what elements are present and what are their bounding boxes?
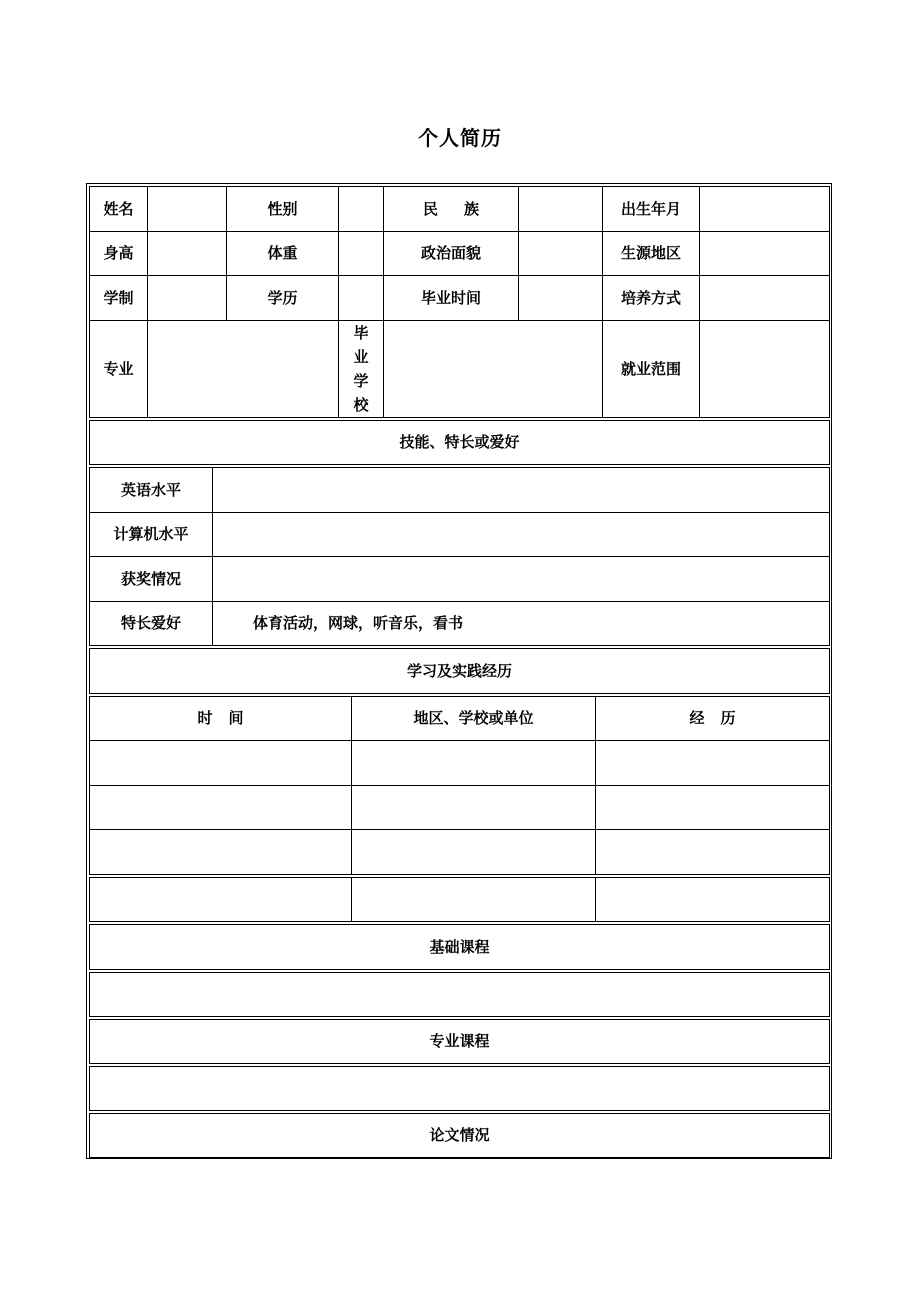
height-label (89, 231, 148, 276)
hobbies-value[interactable] (212, 601, 830, 646)
education-label (226, 275, 339, 321)
skills-section-title-text: 技能、特长或爱好 (399, 433, 520, 451)
graduation-label-text: 毕业时间 (420, 288, 481, 307)
school-value[interactable] (383, 320, 603, 418)
weight-value[interactable] (338, 231, 384, 276)
experience-cell[interactable] (595, 877, 830, 922)
height-label-text: 身高 (103, 244, 134, 262)
experience-cell[interactable] (351, 740, 596, 786)
name-label-text: 姓名 (103, 199, 134, 218)
birth-value[interactable] (699, 186, 830, 232)
experience-cell[interactable] (89, 877, 352, 922)
employment-label (602, 320, 700, 418)
education-value[interactable] (338, 275, 384, 321)
computer-label (89, 512, 213, 557)
training-value[interactable] (699, 275, 830, 321)
school-label-char: 学 (353, 372, 369, 390)
schooling-label (89, 275, 148, 321)
thesis-title (89, 1113, 830, 1158)
experience-cell[interactable] (595, 740, 830, 786)
experience-cell[interactable] (351, 829, 596, 875)
schooling-value[interactable] (147, 275, 227, 321)
basic-courses-title-text: 基础课程 (429, 937, 490, 956)
ethnicity-label (383, 186, 519, 232)
experience-cell[interactable] (595, 785, 830, 830)
experience-section-title (89, 648, 830, 694)
education-label-text: 学历 (267, 288, 298, 307)
weight-label-text: 体重 (267, 244, 298, 262)
ethnicity-label-text: 民族 (422, 199, 505, 218)
thesis-title-text: 论文情况 (429, 1126, 490, 1144)
gender-label-text: 性别 (267, 199, 298, 218)
birth-label (602, 186, 700, 232)
computer-value[interactable] (212, 512, 830, 557)
awards-value[interactable] (212, 556, 830, 602)
school-label-char: 业 (353, 348, 369, 366)
experience-cell[interactable] (595, 829, 830, 875)
basic-courses-title (89, 924, 830, 970)
birth-label-text: 出生年月 (620, 199, 681, 218)
origin-label (602, 231, 700, 276)
employment-label-text: 就业范围 (620, 359, 681, 378)
computer-label-text: 计算机水平 (113, 525, 189, 543)
major-courses-value[interactable] (89, 1066, 830, 1111)
height-value[interactable] (147, 231, 227, 276)
origin-value[interactable] (699, 231, 830, 276)
experience-cell[interactable] (89, 740, 352, 786)
origin-label-text: 生源地区 (620, 244, 681, 262)
english-label (89, 467, 213, 513)
political-label (383, 231, 519, 276)
political-label-text: 政治面貌 (420, 244, 481, 262)
experience-header-place (351, 696, 596, 741)
page-title: 个人简历 (418, 126, 502, 150)
skills-section-title (89, 420, 830, 465)
experience-header-place-text: 地区、学校或单位 (413, 709, 534, 727)
experience-cell[interactable] (351, 785, 596, 830)
training-label (602, 275, 700, 321)
experience-header-time (89, 696, 352, 741)
school-label-char: 校 (353, 396, 369, 414)
hobbies-label (89, 601, 213, 646)
name-value[interactable] (147, 186, 227, 232)
english-value[interactable] (212, 467, 830, 513)
school-label (338, 320, 384, 418)
major-courses-title-text: 专业课程 (429, 1032, 490, 1050)
schooling-label-text: 学制 (103, 288, 134, 307)
ethnicity-value[interactable] (518, 186, 603, 232)
basic-courses-value[interactable] (89, 972, 830, 1017)
graduation-label (383, 275, 519, 321)
major-value[interactable] (147, 320, 339, 418)
experience-header-detail-text: 经历 (689, 709, 752, 727)
experience-section-title-text: 学习及实践经历 (406, 661, 512, 680)
awards-label (89, 556, 213, 602)
awards-label-text: 获奖情况 (120, 569, 181, 588)
english-label-text: 英语水平 (120, 480, 181, 499)
experience-cell[interactable] (351, 877, 596, 922)
hobbies-value-text: 体育活动，网球，听音乐，看书 (253, 614, 464, 632)
gender-label (226, 186, 339, 232)
political-value[interactable] (518, 231, 603, 276)
employment-value[interactable] (699, 320, 830, 418)
major-courses-title (89, 1019, 830, 1064)
training-label-text: 培养方式 (620, 288, 681, 307)
major-label (89, 320, 148, 418)
name-label (89, 186, 148, 232)
major-label-text: 专业 (103, 359, 134, 378)
gender-value[interactable] (338, 186, 384, 232)
experience-cell[interactable] (89, 785, 352, 830)
experience-header-detail (595, 696, 830, 741)
experience-cell[interactable] (89, 829, 352, 875)
experience-header-time-text: 时间 (197, 709, 260, 727)
hobbies-label-text: 特长爱好 (120, 614, 181, 632)
weight-label (226, 231, 339, 276)
school-label-char: 毕 (353, 324, 369, 342)
graduation-value[interactable] (518, 275, 603, 321)
